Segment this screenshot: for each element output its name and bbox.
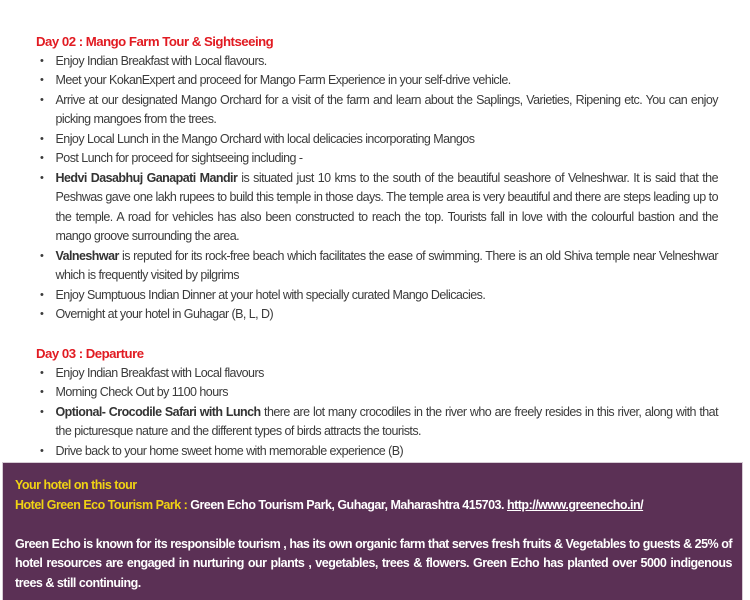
day-02-list xyxy=(36,52,718,325)
bullet-icon: • xyxy=(40,74,44,86)
hotel-panel-title: Your hotel on this tour xyxy=(15,478,137,492)
list-item-text: Enjoy Indian Breakfast with Local flavours. xyxy=(55,53,267,68)
list-item xyxy=(36,286,718,306)
list-item-text: Enjoy Sumptuous Indian Dinner at your hotel with specially curated Mango Delicacies. xyxy=(55,287,486,302)
list-item xyxy=(36,149,718,169)
hotel-website-link[interactable]: http://www.greenecho.in/ xyxy=(506,497,644,512)
bullet-icon: • xyxy=(40,132,44,145)
bullet-icon: • xyxy=(40,93,44,106)
list-item-bold-lead: Optional- Crocodile Safari with Lunch xyxy=(55,404,261,419)
list-item-text: Enjoy Indian Breakfast with Local flavours xyxy=(55,365,264,380)
hotel-info-panel xyxy=(2,462,743,600)
list-item-text: there are lot many crocodiles in the river who are freely resides in this river, along with that the picturesque nature and the different types of birds attracts the tourists. xyxy=(55,404,718,438)
list-item-bold-lead: Hedvi Dasabhuj Ganapati Mandir xyxy=(55,170,238,185)
list-item xyxy=(36,130,718,150)
hotel-description: Green Echo is known for its responsible tourism , has its own organic farm that serves fresh fruits & Vegetables to guests & 25% of hotel resources are engaged in nurturing our plants , vegetables, trees & flowers. Green Echo has planted over 5000 indigenous trees & still continuing. xyxy=(15,536,732,590)
list-item xyxy=(36,305,718,325)
bullet-icon: • xyxy=(40,386,44,398)
list-item xyxy=(36,71,718,91)
bullet-icon: • xyxy=(40,171,44,184)
bullet-icon: • xyxy=(40,249,44,262)
list-item-text: Arrive at our designated Mango Orchard for a visit of the farm and learn about the Saplings, Varieties, Ripening etc. You can enjoy picking mangoes from the trees. xyxy=(55,92,718,126)
list-item-text: Overnight at your hotel in Guhagar (B, L, D) xyxy=(55,307,274,321)
list-item-bold-lead: Valneshwar xyxy=(55,248,119,263)
list-item xyxy=(36,383,718,403)
list-item-text: Enjoy Local Lunch in the Mango Orchard with local delicacies incorporating Mangos xyxy=(55,131,475,146)
list-item xyxy=(36,169,718,247)
bullet-icon: • xyxy=(40,444,44,457)
list-item xyxy=(36,442,718,462)
bullet-icon: • xyxy=(40,152,44,164)
bullet-icon: • xyxy=(40,288,44,301)
list-item xyxy=(36,247,718,286)
list-item-text: is reputed for its rock-free beach which facilitates the ease of swimming. There is an old Shiva temple near Velneshwar which is frequently visited by pilgrims xyxy=(55,248,718,282)
bullet-icon: • xyxy=(40,405,44,418)
list-item xyxy=(36,403,718,442)
list-item xyxy=(36,364,718,384)
hotel-name-label: Hotel Green Eco Tourism Park : xyxy=(15,497,191,512)
day-03-heading: Day 03 : Departure xyxy=(36,346,144,361)
day-02-heading: Day 02 : Mango Farm Tour & Sightseeing xyxy=(36,34,274,49)
list-item-text: Meet your KokanExpert and proceed for Mango Farm Experience in your self-drive vehicle. xyxy=(55,73,511,87)
bullet-icon: • xyxy=(40,308,44,320)
day-03-list xyxy=(36,364,718,462)
bullet-icon: • xyxy=(40,366,44,379)
hotel-name-line xyxy=(15,496,732,516)
hotel-address: Green Echo Tourism Park, Guhagar, Maharashtra 415703. xyxy=(190,497,507,512)
list-item xyxy=(36,91,718,130)
bullet-icon: • xyxy=(40,54,44,67)
list-item-text: Drive back to your home sweet home with memorable experience (B) xyxy=(55,443,404,458)
list-item-text: Post Lunch for proceed for sightseeing including - xyxy=(55,151,303,165)
list-item-text: is situated just 10 kms to the south of the beautiful seashore of Velneshwar. It is said that the Peshwas gave one lakh rupees to build this temple in those days. The temple area is very beautiful and there are steps leading up to the temple. A road for vehicles has also been constructed to reach the top. Tourists fall in love with the colourful bastion and the mango groove surrounding the area. xyxy=(55,170,718,243)
itinerary-content xyxy=(36,32,718,461)
list-item-text: Morning Check Out by 1100 hours xyxy=(55,385,228,399)
list-item xyxy=(36,52,718,72)
